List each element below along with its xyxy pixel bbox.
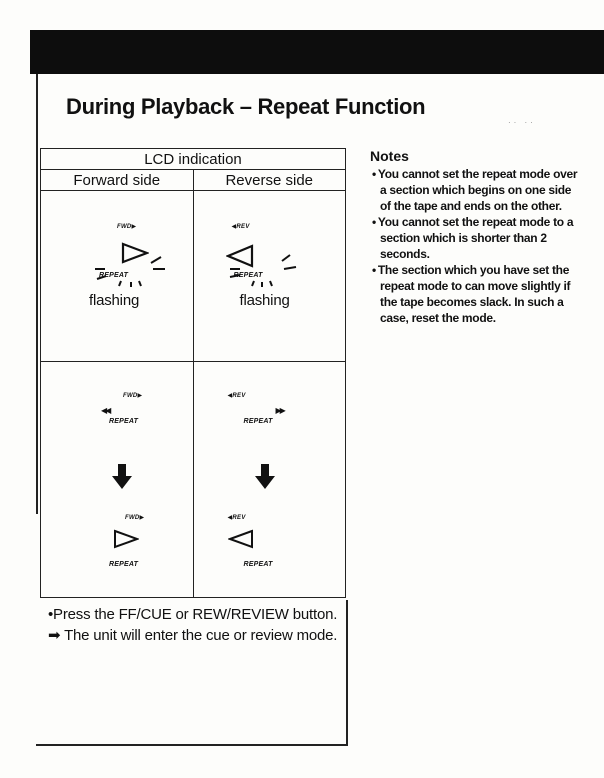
notes-title: Notes: [370, 148, 409, 164]
lcd-indication-table: [40, 148, 346, 598]
lcd-indication-header: LCD indication: [41, 149, 346, 170]
forward-cue-cell: [41, 362, 194, 598]
repeat-label: REPEAT: [243, 418, 273, 425]
fwd-indicator: FWD▶: [125, 515, 145, 521]
note-item: • The section which you have set the repeat mode to can move slightly if the tape becomes slack. In such a case, reset the mode.: [370, 262, 580, 326]
notes-list: [370, 166, 580, 326]
down-arrow-icon: [254, 464, 276, 490]
down-arrow-icon: [111, 464, 133, 490]
reverse-cue-cell: [193, 362, 346, 598]
page-title: During Playback – Repeat Function: [66, 94, 426, 119]
forward-side-header: Forward side: [41, 170, 194, 191]
repeat-label: REPEAT: [109, 418, 139, 425]
note-item: • You cannot set the repeat mode to a section which is shorter than 2 seconds.: [370, 214, 580, 262]
flashing-label: flashing: [239, 292, 290, 309]
play-forward-icon: [113, 528, 139, 550]
repeat-label: REPEAT: [233, 272, 263, 279]
flashing-rays-icon: [226, 251, 306, 291]
flashing-rays-icon: [91, 251, 171, 291]
play-reverse-icon: [228, 528, 254, 550]
instruction-box-right-rule: [346, 600, 348, 745]
rev-indicator: ◀REV: [227, 393, 246, 399]
flashing-label: flashing: [89, 292, 140, 309]
repeat-label: REPEAT: [243, 561, 273, 568]
rewind-icon: ◀◀: [101, 406, 110, 415]
left-margin-rule: [36, 74, 38, 514]
rev-indicator: ◀REV: [227, 515, 246, 521]
instruction-text: •Press the FF/CUE or REW/REVIEW button. ➡ The unit will enter the cue or review mode.: [48, 606, 338, 644]
repeat-label: REPEAT: [99, 272, 129, 279]
header-bar: [30, 30, 604, 74]
scan-dots: ·· ··: [508, 118, 536, 127]
fwd-indicator: FWD▶: [123, 393, 143, 399]
note-item: • You cannot set the repeat mode over a section which begins on one side of the tape and ends on the other.: [370, 166, 580, 214]
instruction-box-bottom-rule: [36, 744, 348, 746]
reverse-flashing-cell: [193, 191, 346, 362]
rev-indicator: ◀REV: [231, 224, 250, 230]
fast-forward-icon: ▶▶: [275, 406, 284, 415]
reverse-side-header: Reverse side: [193, 170, 346, 191]
notes-section: [370, 148, 580, 326]
forward-flashing-cell: [41, 191, 194, 362]
repeat-label: REPEAT: [109, 561, 139, 568]
fwd-indicator: FWD▶: [117, 224, 137, 230]
